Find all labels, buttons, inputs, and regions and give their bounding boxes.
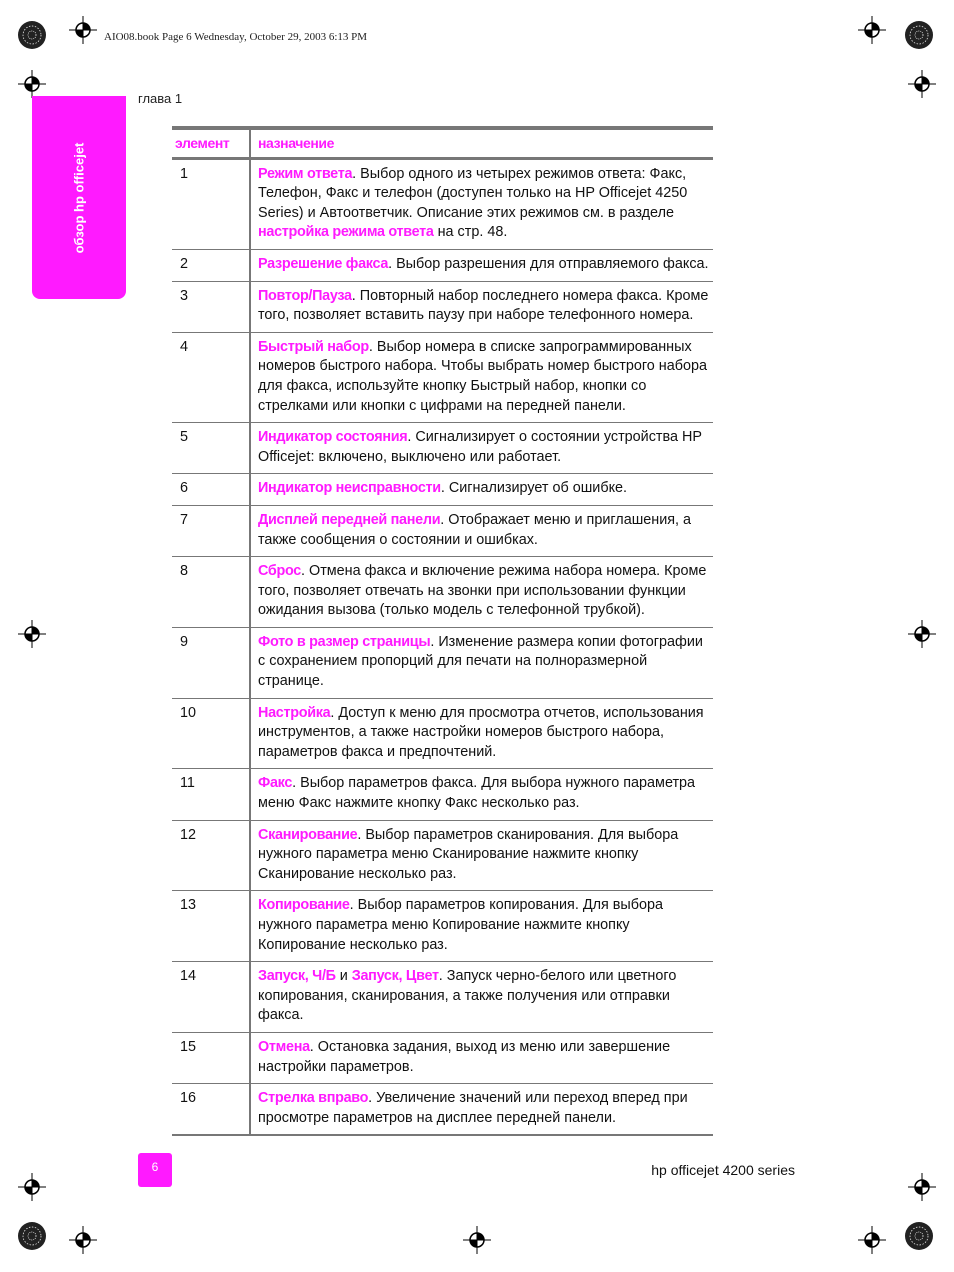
button-term: Повтор/Пауза bbox=[258, 287, 352, 304]
description-text: на стр. 48. bbox=[433, 224, 508, 241]
description-text: и bbox=[335, 968, 352, 985]
element-description bbox=[250, 820, 713, 891]
element-description bbox=[250, 423, 713, 474]
description-text: . Выбор параметров копирования. Для выбора нужного параметра меню Копирование нажмите кнопку Копирование несколько раз. bbox=[258, 897, 663, 953]
side-tab-label: обзор hp officejet bbox=[71, 142, 87, 253]
element-description bbox=[250, 557, 713, 628]
color-rosette-icon bbox=[17, 20, 47, 50]
table-body bbox=[172, 158, 713, 1135]
table-row bbox=[172, 249, 713, 281]
button-term: Быстрый набор bbox=[258, 338, 369, 355]
registration-mark-icon bbox=[908, 620, 936, 648]
button-term: Дисплей передней панели bbox=[258, 511, 441, 528]
table-row bbox=[172, 962, 713, 1033]
button-term: Индикатор состояния bbox=[258, 429, 408, 446]
element-number: 6 bbox=[172, 474, 250, 506]
registration-mark-icon bbox=[18, 1173, 46, 1201]
element-number: 10 bbox=[172, 698, 250, 769]
description-text: . Выбор номера в списке запрограммированных номеров быстрого набора. Чтобы выбрать номер быстрого набора для факса, используйте кнопку Быстрый набор, кнопки со стрелками или кнопки с цифрами на передней панели. bbox=[258, 338, 707, 414]
description-text: . Увеличение значений или переход вперед при просмотре параметров на дисплее передней панели. bbox=[258, 1090, 688, 1126]
table-row bbox=[172, 820, 713, 891]
registration-mark-icon bbox=[18, 70, 46, 98]
table-row bbox=[172, 1084, 713, 1136]
button-term: Стрелка вправо bbox=[258, 1090, 369, 1107]
element-description bbox=[250, 891, 713, 962]
description-text: . Выбор параметров факса. Для выбора нужного параметра меню Факс нажмите кнопку Факс несколько раз. bbox=[258, 775, 696, 812]
table-row bbox=[172, 557, 713, 628]
column-header-purpose: назначение bbox=[250, 128, 713, 158]
element-number: 16 bbox=[172, 1084, 250, 1136]
column-header-element: элемент bbox=[172, 128, 250, 158]
element-description bbox=[250, 1032, 713, 1083]
table-row bbox=[172, 332, 713, 422]
button-term: Запуск, Ч/Б bbox=[258, 968, 336, 985]
description-text: . Выбор разрешения для отправляемого факса. bbox=[388, 255, 709, 272]
button-term: Факс bbox=[258, 775, 293, 792]
element-number: 13 bbox=[172, 891, 250, 962]
button-term: Режим ответа bbox=[258, 165, 353, 182]
element-number: 5 bbox=[172, 423, 250, 474]
registration-mark-icon bbox=[858, 16, 886, 44]
element-number: 8 bbox=[172, 557, 250, 628]
element-number: 14 bbox=[172, 962, 250, 1033]
element-description bbox=[250, 332, 713, 422]
cross-reference-term: настройка режима ответа bbox=[258, 224, 434, 241]
spec-table bbox=[172, 126, 713, 1136]
description-text: . Изменение размера копии фотографии с сохранением пропорций для печати на полноразмерной странице. bbox=[258, 633, 703, 690]
table-row bbox=[172, 1032, 713, 1083]
description-text: . Остановка задания, выход из меню или завершение настройки параметров. bbox=[258, 1038, 671, 1075]
description-text: . Сигнализирует о состоянии устройства HP Officejet: включено, выключено или работает. bbox=[258, 429, 702, 465]
element-description bbox=[250, 698, 713, 769]
description-text: . Выбор параметров сканирования. Для выбора нужного параметра меню Сканирование нажмите кнопку Сканирование несколько раз. bbox=[258, 826, 679, 882]
description-text: . Отображает меню и приглашения, а также сообщения о состоянии и ошибках. bbox=[258, 511, 692, 548]
cross-reference-term: Запуск, Цвет bbox=[351, 968, 439, 985]
table-row bbox=[172, 769, 713, 820]
element-description bbox=[250, 249, 713, 281]
side-tab bbox=[32, 96, 126, 299]
table-row bbox=[172, 505, 713, 556]
description-text: . Отмена факса и включение режима набора номера. Кроме того, позволяет отвечать на звонки при использовании функции ожидания вызова (только модель с телефонной трубкой). bbox=[258, 563, 707, 619]
table-row bbox=[172, 423, 713, 474]
table-row bbox=[172, 627, 713, 698]
footer-title: hp officejet 4200 series bbox=[651, 1162, 795, 1178]
element-description bbox=[250, 962, 713, 1033]
element-description bbox=[250, 474, 713, 506]
description-text: . Запуск черно-белого или цветного копирования, сканирования, а также получения или отправки факса. bbox=[258, 968, 677, 1024]
element-description bbox=[250, 627, 713, 698]
button-term: Разрешение факса bbox=[258, 255, 389, 272]
element-number: 11 bbox=[172, 769, 250, 820]
registration-mark-icon bbox=[858, 1226, 886, 1254]
registration-mark-icon bbox=[908, 1173, 936, 1201]
button-term: Копирование bbox=[258, 897, 350, 914]
table-header-row bbox=[172, 128, 713, 158]
registration-mark-icon bbox=[69, 16, 97, 44]
table-row bbox=[172, 698, 713, 769]
table-row bbox=[172, 281, 713, 332]
element-number: 1 bbox=[172, 158, 250, 249]
element-number: 7 bbox=[172, 505, 250, 556]
element-number: 3 bbox=[172, 281, 250, 332]
button-term: Настройка bbox=[258, 704, 331, 721]
element-description bbox=[250, 769, 713, 820]
element-description bbox=[250, 158, 713, 249]
table-row bbox=[172, 158, 713, 249]
print-header: AIO08.book Page 6 Wednesday, October 29, 2003 6:13 PM bbox=[104, 31, 368, 43]
element-number: 15 bbox=[172, 1032, 250, 1083]
description-text: . Сигнализирует об ошибке. bbox=[440, 480, 628, 497]
element-number: 12 bbox=[172, 820, 250, 891]
registration-mark-icon bbox=[18, 620, 46, 648]
chapter-label: глава 1 bbox=[138, 91, 183, 106]
color-rosette-icon bbox=[904, 1221, 934, 1251]
element-description bbox=[250, 505, 713, 556]
registration-mark-icon bbox=[69, 1226, 97, 1254]
element-description bbox=[250, 1084, 713, 1136]
button-term: Сканирование bbox=[258, 826, 358, 843]
button-term: Фото в размер страницы bbox=[258, 633, 431, 650]
registration-mark-icon bbox=[463, 1226, 491, 1254]
element-number: 9 bbox=[172, 627, 250, 698]
registration-mark-icon bbox=[908, 70, 936, 98]
element-number: 2 bbox=[172, 249, 250, 281]
element-number: 4 bbox=[172, 332, 250, 422]
description-text: . Доступ к меню для просмотра отчетов, использования инструментов, а также настройки номеров быстрого набора, параметров факса и предпочтений. bbox=[258, 704, 704, 760]
color-rosette-icon bbox=[17, 1221, 47, 1251]
table-row bbox=[172, 891, 713, 962]
description-text: . Выбор одного из четырех режимов ответа: Факс, Телефон, Факс и телефон (доступен только на HP Officejet 4250 Series) и Автоответчик. Описание этих режимов см. в разделе bbox=[258, 165, 688, 221]
description-text: . Повторный набор последнего номера факса. Кроме того, позволяет вставить паузу при наборе телефонного номера. bbox=[258, 287, 709, 324]
button-term: Сброс bbox=[258, 563, 301, 580]
button-term: Отмена bbox=[258, 1038, 310, 1055]
page-number: 6 bbox=[138, 1153, 172, 1187]
element-description bbox=[250, 281, 713, 332]
color-rosette-icon bbox=[904, 20, 934, 50]
button-term: Индикатор неисправности bbox=[258, 480, 441, 497]
table-row bbox=[172, 474, 713, 506]
